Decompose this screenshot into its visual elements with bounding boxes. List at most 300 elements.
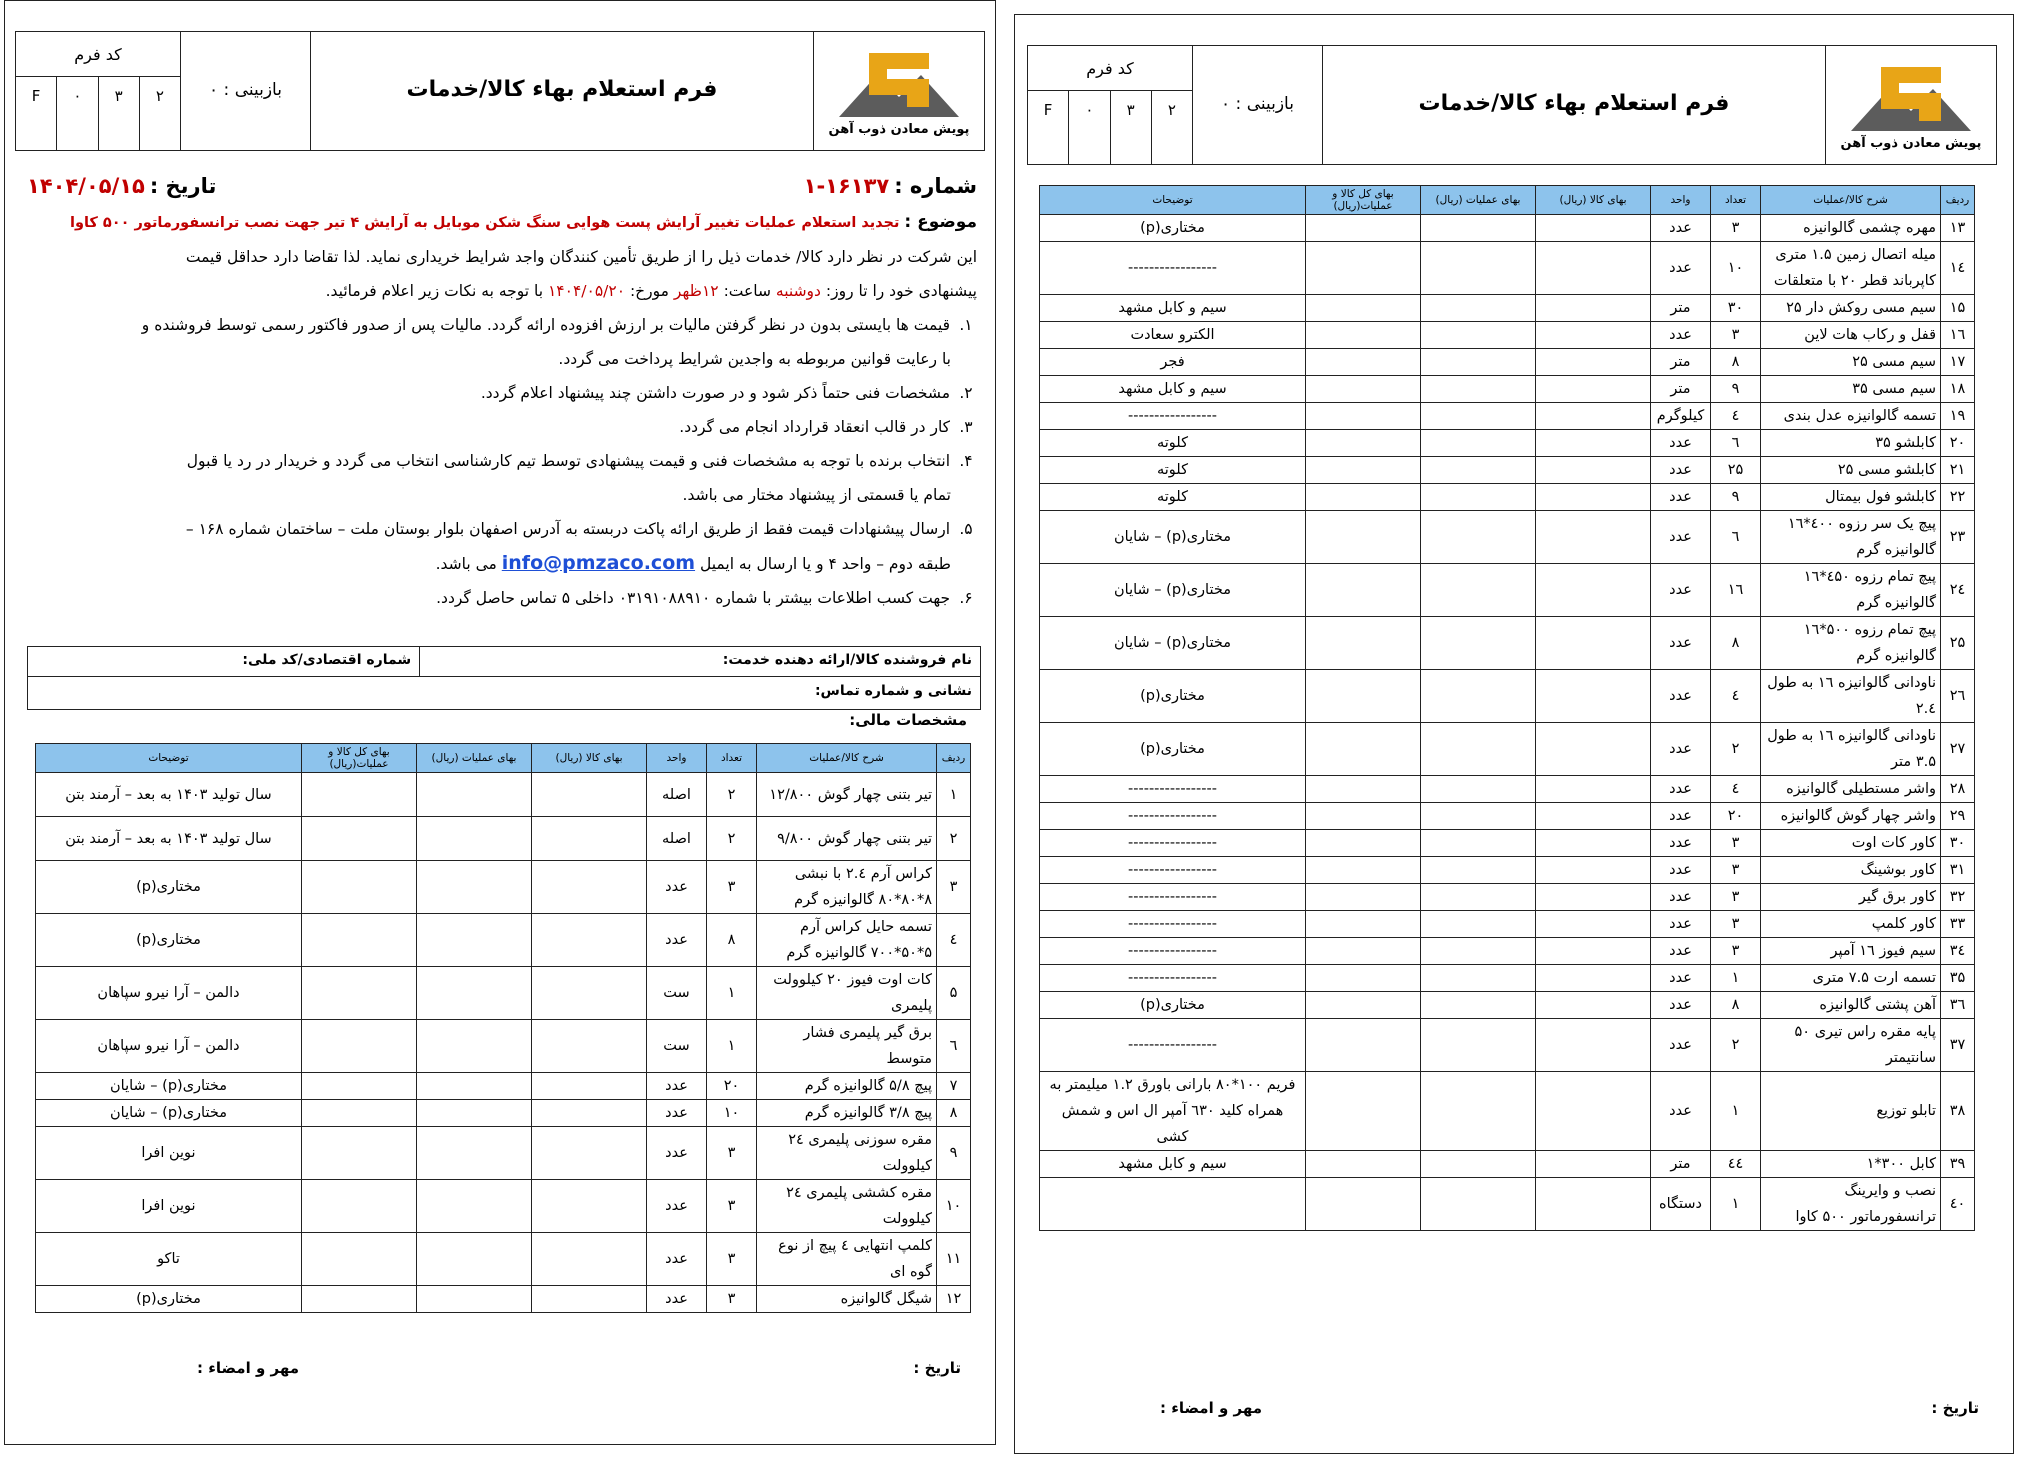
item-total-cell[interactable]: [302, 861, 417, 914]
item-price-cell[interactable]: [1536, 1019, 1651, 1072]
item-price-cell[interactable]: [1536, 965, 1651, 992]
item-total-cell[interactable]: [1306, 670, 1421, 723]
item-price-cell[interactable]: [1536, 803, 1651, 830]
item-quantity-cell: ۳: [1711, 911, 1761, 938]
footer-date-label: تاریخ :: [1931, 1399, 1979, 1417]
item-operation-price-cell[interactable]: [1421, 670, 1536, 723]
item-quantity-cell: ٤: [1711, 776, 1761, 803]
item-quantity-cell: ۳۰: [1711, 295, 1761, 322]
items-body-right: [1040, 215, 1975, 1231]
item-price-cell[interactable]: [1536, 403, 1651, 430]
item-price-cell[interactable]: [532, 1100, 647, 1127]
item-notes-cell: مختاری(p): [1040, 992, 1306, 1019]
revision-label: بازبینی : ۰: [1193, 46, 1323, 164]
form-code-digits: [16, 77, 180, 150]
table-row: [1040, 403, 1975, 430]
table-row: [36, 914, 971, 967]
item-description-cell: کابلشو فول بیمتال: [1761, 484, 1941, 511]
deadline-date: ۱۴۰۴/۰۵/۲۰: [547, 282, 626, 300]
item-price-cell[interactable]: [1536, 830, 1651, 857]
subject-label: موضوع :: [904, 212, 977, 232]
item-notes-cell: -----------------: [1040, 1019, 1306, 1072]
table-row: [36, 1020, 971, 1073]
item-total-cell[interactable]: [302, 1127, 417, 1180]
row-number-cell: ۱۷: [1941, 349, 1975, 376]
item-quantity-cell: ۱: [1711, 1072, 1761, 1151]
item-operation-price-cell[interactable]: [1421, 1072, 1536, 1151]
table-row: [1040, 723, 1975, 776]
item-price-cell[interactable]: [532, 773, 647, 817]
col-desc: شرح کالا/عملیات: [757, 744, 937, 773]
row-number-cell: ۱٦: [1941, 322, 1975, 349]
email-link[interactable]: info@pmzaco.com: [501, 552, 696, 574]
item-total-cell[interactable]: [302, 773, 417, 817]
item-description-cell: تسمه حایل کراس آرم ۵*۵۰*۷۰۰ گالوانیزه گرم: [757, 914, 937, 967]
item-quantity-cell: ۲: [707, 773, 757, 817]
item-notes-cell: [1040, 1178, 1306, 1231]
item-operation-price-cell[interactable]: [417, 1020, 532, 1073]
item-total-cell[interactable]: [1306, 403, 1421, 430]
item-quantity-cell: ۳: [1711, 830, 1761, 857]
item-quantity-cell: ۲: [707, 817, 757, 861]
item-total-cell[interactable]: [302, 1020, 417, 1073]
item-price-cell[interactable]: [1536, 376, 1651, 403]
table-row: [1040, 215, 1975, 242]
item-total-cell[interactable]: [1306, 322, 1421, 349]
row-number-cell: ۳۱: [1941, 857, 1975, 884]
item-notes-cell: مختاری(p): [1040, 670, 1306, 723]
item-operation-price-cell[interactable]: [1421, 911, 1536, 938]
item-price-cell[interactable]: [532, 1073, 647, 1100]
item-price-cell[interactable]: [1536, 457, 1651, 484]
item-operation-price-cell[interactable]: [417, 861, 532, 914]
rule-line: طبقه دوم – واحد ۴ و یا ارسال به ایمیل info@pmzaco.com می باشد.: [435, 552, 951, 574]
item-description-cell: کراس آرم ۲.٤ با نبشی ۸*۸۰*۸۰ گالوانیزه گرم: [757, 861, 937, 914]
item-description-cell: برق گیر پلیمری فشار متوسط: [757, 1020, 937, 1073]
deadline-time: ۱۲ظهر: [673, 282, 719, 300]
item-unit-cell: عدد: [647, 1286, 707, 1313]
item-total-cell[interactable]: [1306, 376, 1421, 403]
item-notes-cell: فریم ۱۰۰*۸۰ بارانی باورق ۱.۲ میلیمتر به همراه کلید ٦۳۰ آمپر ال اس و شمش کشی: [1040, 1072, 1306, 1151]
item-description-cell: قفل و رکاب هات لاین: [1761, 322, 1941, 349]
table-row: [1040, 511, 1975, 564]
item-price-cell[interactable]: [1536, 884, 1651, 911]
item-price-cell[interactable]: [1536, 1178, 1651, 1231]
item-notes-cell: مختاری(p) – شایان: [36, 1073, 302, 1100]
item-price-cell[interactable]: [1536, 295, 1651, 322]
number-label: شماره :: [894, 174, 977, 198]
item-quantity-cell: ۳: [1711, 884, 1761, 911]
item-quantity-cell: ٤: [1711, 403, 1761, 430]
table-row: [1040, 322, 1975, 349]
table-row: [1040, 938, 1975, 965]
item-operation-price-cell[interactable]: [1421, 723, 1536, 776]
row-number-cell: ۲۳: [1941, 511, 1975, 564]
item-operation-price-cell[interactable]: [417, 1100, 532, 1127]
subject-line: [27, 205, 977, 240]
item-quantity-cell: ۳: [1711, 938, 1761, 965]
col-op: بهای عملیات (ریال): [417, 744, 532, 773]
item-operation-price-cell[interactable]: [1421, 965, 1536, 992]
item-unit-cell: عدد: [1651, 884, 1711, 911]
item-operation-price-cell[interactable]: [1421, 830, 1536, 857]
item-total-cell[interactable]: [302, 817, 417, 861]
item-description-cell: پیچ یک سر رزوه ٤۰۰*۱٦ گالوانیزه گرم: [1761, 511, 1941, 564]
item-total-cell[interactable]: [302, 914, 417, 967]
item-total-cell[interactable]: [1306, 484, 1421, 511]
item-unit-cell: عدد: [1651, 992, 1711, 1019]
seller-info-box: [27, 646, 981, 710]
date-label: تاریخ :: [149, 174, 217, 198]
item-price-cell[interactable]: [532, 1233, 647, 1286]
form-header: [1027, 45, 1997, 165]
item-unit-cell: عدد: [1651, 484, 1711, 511]
item-total-cell[interactable]: [302, 1100, 417, 1127]
item-price-cell[interactable]: [532, 1286, 647, 1313]
row-number-cell: ٤: [937, 914, 971, 967]
item-unit-cell: متر: [1651, 349, 1711, 376]
item-price-cell[interactable]: [1536, 215, 1651, 242]
item-notes-cell: دالمن – آرا نیرو سپاهان: [36, 967, 302, 1020]
item-description-cell: کابلشو ۳۵: [1761, 430, 1941, 457]
item-price-cell[interactable]: [1536, 723, 1651, 776]
item-operation-price-cell[interactable]: [1421, 215, 1536, 242]
item-price-cell[interactable]: [1536, 430, 1651, 457]
item-operation-price-cell[interactable]: [1421, 511, 1536, 564]
item-description-cell: شیگل گالوانیزه: [757, 1286, 937, 1313]
row-number-cell: ۱٤: [1941, 242, 1975, 295]
item-description-cell: کلمپ انتهایی ٤ پیچ از نوع گوه ای: [757, 1233, 937, 1286]
item-total-cell[interactable]: [302, 1286, 417, 1313]
item-total-cell[interactable]: [1306, 1151, 1421, 1178]
item-operation-price-cell[interactable]: [1421, 457, 1536, 484]
item-operation-price-cell[interactable]: [1421, 403, 1536, 430]
item-total-cell[interactable]: [302, 1233, 417, 1286]
item-operation-price-cell[interactable]: [1421, 1019, 1536, 1072]
item-price-cell[interactable]: [1536, 349, 1651, 376]
item-notes-cell: مختاری(p): [1040, 723, 1306, 776]
item-operation-price-cell[interactable]: [417, 967, 532, 1020]
logo-text: پویش معادن ذوب آهن: [828, 122, 970, 137]
item-operation-price-cell[interactable]: [1421, 803, 1536, 830]
item-quantity-cell: ۸: [707, 914, 757, 967]
item-price-cell[interactable]: [1536, 911, 1651, 938]
item-price-cell[interactable]: [532, 967, 647, 1020]
item-price-cell[interactable]: [1536, 992, 1651, 1019]
table-row: [1040, 376, 1975, 403]
item-operation-price-cell[interactable]: [1421, 242, 1536, 295]
item-price-cell[interactable]: [532, 1180, 647, 1233]
item-price-cell[interactable]: [1536, 242, 1651, 295]
item-total-cell[interactable]: [1306, 295, 1421, 322]
item-unit-cell: عدد: [647, 1180, 707, 1233]
item-unit-cell: عدد: [1651, 830, 1711, 857]
item-total-cell[interactable]: [1306, 215, 1421, 242]
item-notes-cell: -----------------: [1040, 965, 1306, 992]
item-unit-cell: ست: [647, 1020, 707, 1073]
item-total-cell[interactable]: [1306, 242, 1421, 295]
item-quantity-cell: ۳: [1711, 215, 1761, 242]
item-total-cell[interactable]: [1306, 830, 1421, 857]
form-code-digit: ۲: [1167, 101, 1176, 119]
item-description-cell: سیم فیوز ۱٦ آمپر: [1761, 938, 1941, 965]
item-notes-cell: سیم و کابل مشهد: [1040, 295, 1306, 322]
form-code-digit: ۳: [1111, 91, 1152, 164]
item-operation-price-cell[interactable]: [417, 773, 532, 817]
item-unit-cell: عدد: [1651, 911, 1711, 938]
table-row: [36, 773, 971, 817]
item-notes-cell: مختاری(p) – شایان: [1040, 617, 1306, 670]
item-price-cell[interactable]: [1536, 776, 1651, 803]
item-notes-cell: مختاری(p): [36, 1286, 302, 1313]
item-unit-cell: عدد: [1651, 965, 1711, 992]
item-unit-cell: ست: [647, 967, 707, 1020]
table-row: [36, 1233, 971, 1286]
col-op: بهای عملیات (ریال): [1421, 186, 1536, 215]
row-number-cell: ۳۹: [1941, 1151, 1975, 1178]
item-description-cell: کابلشو مسی ۲۵: [1761, 457, 1941, 484]
item-total-cell[interactable]: [1306, 776, 1421, 803]
item-unit-cell: عدد: [647, 1233, 707, 1286]
item-quantity-cell: ۱۰: [1711, 242, 1761, 295]
item-notes-cell: کلوته: [1040, 430, 1306, 457]
financial-label: مشخصات مالی:: [849, 711, 967, 729]
item-description-cell: کاور کات اوت: [1761, 830, 1941, 857]
item-total-cell[interactable]: [1306, 1072, 1421, 1151]
row-number-cell: ۷: [937, 1073, 971, 1100]
row-number-cell: ۱۲: [937, 1286, 971, 1313]
form-page-1: [4, 0, 996, 1445]
form-page-2: [1014, 14, 2014, 1454]
row-number-cell: ۲۲: [1941, 484, 1975, 511]
item-quantity-cell: ۸: [1711, 349, 1761, 376]
item-description-cell: ناودانی گالوانیزه ۱٦ به طول ۳.۵ متر: [1761, 723, 1941, 776]
item-description-cell: تابلو توزیع: [1761, 1072, 1941, 1151]
item-notes-cell: -----------------: [1040, 403, 1306, 430]
logo-icon: [829, 45, 969, 120]
item-notes-cell: دالمن – آرا نیرو سپاهان: [36, 1020, 302, 1073]
item-price-cell[interactable]: [1536, 484, 1651, 511]
item-quantity-cell: ۲۰: [707, 1073, 757, 1100]
form-title: فرم استعلام بهاء کالا/خدمات: [1323, 46, 1826, 164]
row-number-cell: ۳٤: [1941, 938, 1975, 965]
item-notes-cell: مختاری(p) – شایان: [1040, 511, 1306, 564]
item-operation-price-cell[interactable]: [1421, 349, 1536, 376]
item-operation-price-cell[interactable]: [417, 914, 532, 967]
item-total-cell[interactable]: [1306, 992, 1421, 1019]
item-operation-price-cell[interactable]: [417, 1127, 532, 1180]
deadline-day: دوشنبه: [775, 282, 821, 300]
item-operation-price-cell[interactable]: [417, 817, 532, 861]
item-price-cell[interactable]: [1536, 1151, 1651, 1178]
item-description-cell: کاور برق گیر: [1761, 884, 1941, 911]
form-code-digit: F: [1028, 91, 1069, 164]
intro-paragraph: این شرکت در نظر دارد کالا/ خدمات ذیل را از طریق تأمین کنندگان واجد شرایط خریداری نماید. لذا تقاضا دارد حداقل قیمت: [185, 248, 977, 266]
item-unit-cell: متر: [1651, 295, 1711, 322]
form-code-box: [16, 32, 181, 150]
item-total-cell[interactable]: [1306, 1178, 1421, 1231]
item-total-cell[interactable]: [1306, 511, 1421, 564]
items-body-left: [36, 773, 971, 1313]
table-row: [1040, 992, 1975, 1019]
items-table: [35, 743, 971, 1313]
item-operation-price-cell[interactable]: [1421, 776, 1536, 803]
item-total-cell[interactable]: [1306, 884, 1421, 911]
item-description-cell: پیچ ۵/۸ گالوانیزه گرم: [757, 1073, 937, 1100]
item-price-cell[interactable]: [1536, 670, 1651, 723]
form-code-digit: ۳: [99, 77, 140, 150]
item-operation-price-cell[interactable]: [1421, 484, 1536, 511]
item-total-cell[interactable]: [1306, 938, 1421, 965]
item-notes-cell: سال تولید ۱۴۰۳ به بعد – آرمند بتن: [36, 817, 302, 861]
item-quantity-cell: ۲: [1711, 1019, 1761, 1072]
item-total-cell[interactable]: [1306, 803, 1421, 830]
item-unit-cell: عدد: [647, 1100, 707, 1127]
item-price-cell[interactable]: [532, 914, 647, 967]
item-unit-cell: اصله: [647, 817, 707, 861]
item-notes-cell: مختاری(p) – شایان: [1040, 564, 1306, 617]
col-qty: تعداد: [1711, 186, 1761, 215]
item-quantity-cell: ۳: [707, 1286, 757, 1313]
item-operation-price-cell[interactable]: [1421, 376, 1536, 403]
item-operation-price-cell[interactable]: [417, 1286, 532, 1313]
item-price-cell[interactable]: [1536, 857, 1651, 884]
item-operation-price-cell[interactable]: [1421, 884, 1536, 911]
item-total-cell[interactable]: [1306, 911, 1421, 938]
item-total-cell[interactable]: [302, 1073, 417, 1100]
row-number-cell: ٦: [937, 1020, 971, 1073]
item-total-cell[interactable]: [1306, 457, 1421, 484]
item-unit-cell: عدد: [1651, 242, 1711, 295]
item-unit-cell: عدد: [1651, 857, 1711, 884]
item-description-cell: سیم مسی روکش دار ۲۵: [1761, 295, 1941, 322]
item-operation-price-cell[interactable]: [417, 1180, 532, 1233]
number-date-line: [27, 169, 977, 205]
item-quantity-cell: ۳: [1711, 322, 1761, 349]
item-operation-price-cell[interactable]: [1421, 617, 1536, 670]
item-operation-price-cell[interactable]: [1421, 938, 1536, 965]
row-number-cell: ۲۱: [1941, 457, 1975, 484]
table-row: [1040, 484, 1975, 511]
item-notes-cell: سیم و کابل مشهد: [1040, 376, 1306, 403]
row-number-cell: ۳۵: [1941, 965, 1975, 992]
row-number-cell: ۱۰: [937, 1180, 971, 1233]
item-unit-cell: متر: [1651, 1151, 1711, 1178]
form-code-label: کد فرم: [16, 32, 180, 77]
logo-text: پویش معادن ذوب آهن: [1840, 136, 1982, 151]
item-operation-price-cell[interactable]: [1421, 857, 1536, 884]
item-description-cell: مهره چشمی گالوانیزه: [1761, 215, 1941, 242]
company-logo: [1826, 46, 1996, 164]
item-price-cell[interactable]: [532, 817, 647, 861]
item-notes-cell: مختاری(p) – شایان: [36, 1100, 302, 1127]
item-price-cell[interactable]: [1536, 511, 1651, 564]
item-operation-price-cell[interactable]: [1421, 992, 1536, 1019]
item-quantity-cell: ۹: [1711, 484, 1761, 511]
form-code-box: [1028, 46, 1193, 164]
item-description-cell: ناودانی گالوانیزه ۱٦ به طول ۲.٤: [1761, 670, 1941, 723]
col-notes: توضیحات: [36, 744, 302, 773]
item-total-cell[interactable]: [1306, 349, 1421, 376]
item-total-cell[interactable]: [1306, 617, 1421, 670]
row-number-cell: ۲٤: [1941, 564, 1975, 617]
item-total-cell[interactable]: [302, 1180, 417, 1233]
form-code-digit: ۰: [1069, 91, 1110, 164]
item-operation-price-cell[interactable]: [417, 1073, 532, 1100]
item-unit-cell: عدد: [1651, 215, 1711, 242]
col-price: بهای کالا (ریال): [532, 744, 647, 773]
item-price-cell[interactable]: [1536, 617, 1651, 670]
table-row: [1040, 857, 1975, 884]
item-notes-cell: -----------------: [1040, 803, 1306, 830]
table-row: [1040, 295, 1975, 322]
item-operation-price-cell[interactable]: [1421, 295, 1536, 322]
item-unit-cell: عدد: [647, 1073, 707, 1100]
item-quantity-cell: ٦: [1711, 430, 1761, 457]
item-notes-cell: فجر: [1040, 349, 1306, 376]
item-notes-cell: -----------------: [1040, 884, 1306, 911]
item-total-cell[interactable]: [1306, 723, 1421, 776]
table-row: [1040, 803, 1975, 830]
form-code-digit: F: [16, 77, 57, 150]
col-qty: تعداد: [707, 744, 757, 773]
item-operation-price-cell[interactable]: [1421, 1151, 1536, 1178]
item-total-cell[interactable]: [1306, 430, 1421, 457]
item-total-cell[interactable]: [1306, 857, 1421, 884]
item-total-cell[interactable]: [302, 967, 417, 1020]
item-total-cell[interactable]: [1306, 965, 1421, 992]
col-total: بهای کل کالا و عملیات(ریال): [1306, 186, 1421, 215]
item-description-cell: تیر بتنی چهار گوش ۱۲/۸۰۰: [757, 773, 937, 817]
item-operation-price-cell[interactable]: [1421, 564, 1536, 617]
item-quantity-cell: ۱: [1711, 965, 1761, 992]
item-quantity-cell: ۱: [707, 967, 757, 1020]
item-price-cell[interactable]: [532, 861, 647, 914]
item-unit-cell: عدد: [1651, 617, 1711, 670]
item-total-cell[interactable]: [1306, 564, 1421, 617]
item-total-cell[interactable]: [1306, 1019, 1421, 1072]
item-operation-price-cell[interactable]: [1421, 430, 1536, 457]
footer-sign-label: مهر و امضاء :: [1160, 1399, 1263, 1417]
row-number-cell: ۲۷: [1941, 723, 1975, 776]
table-row: [1040, 349, 1975, 376]
col-notes: توضیحات: [1040, 186, 1306, 215]
item-price-cell[interactable]: [1536, 1072, 1651, 1151]
item-price-cell[interactable]: [1536, 322, 1651, 349]
company-logo: [814, 32, 984, 150]
table-row: [1040, 242, 1975, 295]
row-number-cell: ۳۲: [1941, 884, 1975, 911]
table-row: [1040, 1019, 1975, 1072]
row-number-cell: ۱: [937, 773, 971, 817]
item-price-cell[interactable]: [1536, 938, 1651, 965]
item-price-cell[interactable]: [532, 1127, 647, 1180]
table-row: [1040, 564, 1975, 617]
item-price-cell[interactable]: [532, 1020, 647, 1073]
item-operation-price-cell[interactable]: [1421, 322, 1536, 349]
deadline-line: پیشنهادی خود را تا روز: دوشنبه ساعت: ۱۲ظهر مورخ: ۱۴۰۴/۰۵/۲۰ با توجه به نکات زیر اعلام فرمائید.: [325, 282, 977, 300]
item-price-cell[interactable]: [1536, 564, 1651, 617]
item-notes-cell: -----------------: [1040, 242, 1306, 295]
item-operation-price-cell[interactable]: [1421, 1178, 1536, 1231]
table-row: [36, 861, 971, 914]
item-quantity-cell: ۱: [707, 1020, 757, 1073]
table-row: [36, 1286, 971, 1313]
rule-line: ۴. انتخاب برنده با توجه به مشخصات فنی و قیمت پیشنهادی توسط تیم کارشناسی انتخاب می گردد و خریدار در رد یا قبول: [186, 452, 973, 470]
form-header: [15, 31, 985, 151]
table-row: [1040, 911, 1975, 938]
item-operation-price-cell[interactable]: [417, 1233, 532, 1286]
